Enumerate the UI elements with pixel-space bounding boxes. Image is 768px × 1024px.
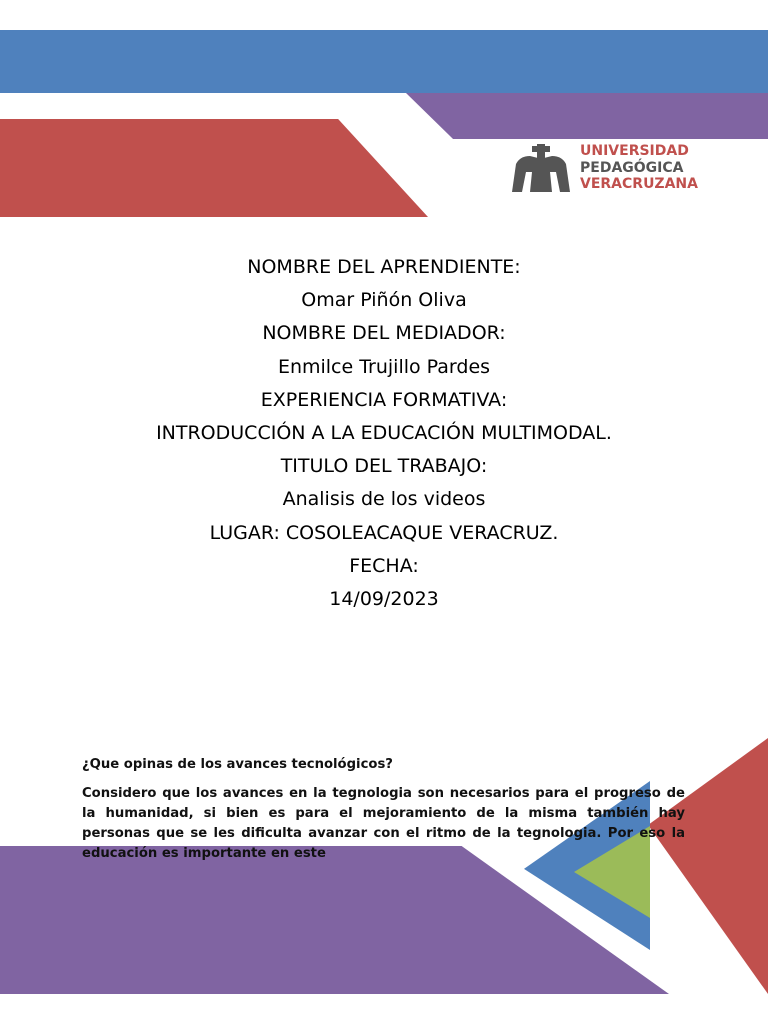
student-label: NOMBRE DEL APRENDIENTE: [247, 256, 521, 278]
title-value: Analisis de los videos [282, 488, 486, 511]
title-label: TITULO DEL TRABAJO: [280, 455, 488, 478]
date-label: FECHA: [349, 554, 419, 577]
cover-info [0, 251, 768, 616]
experience-value: INTRODUCCIÓN A LA EDUCACIÓN MULTIMODAL. [156, 421, 612, 444]
essay-question: ¿Que opinas de los avances tecnológicos? [82, 757, 393, 772]
header-red-band [0, 119, 428, 217]
date-value: 14/09/2023 [329, 587, 439, 610]
university-logo [510, 142, 710, 196]
logo-line-universidad: UNIVERSIDAD [580, 143, 689, 159]
logo-line-pedagogica: PEDAGÓGICA [580, 159, 684, 176]
header-blue-band [0, 30, 768, 93]
student-name: Omar Piñón Oliva [301, 289, 467, 312]
place-line: LUGAR: COSOLEACAQUE VERACRUZ. [209, 521, 559, 544]
experience-label: EXPERIENCIA FORMATIVA: [260, 388, 508, 411]
essay-section [82, 755, 685, 864]
essay-answer: Considero que los avances en la tegnologia son necesarios para el progreso de la humanidad, si bien es para el mejoramiento de la misma también hay personas que se les dificulta avanzar con el ritmo de la tegnologia. Por eso la educación es importante en este [82, 786, 685, 861]
university-emblem-icon [510, 142, 572, 196]
logo-line-veracruzana: VERACRUZANA [580, 176, 698, 192]
mediator-label: NOMBRE DEL MEDIADOR: [262, 322, 506, 345]
header-purple-band [406, 93, 768, 139]
mediator-name: Enmilce Trujillo Pardes [277, 355, 491, 378]
